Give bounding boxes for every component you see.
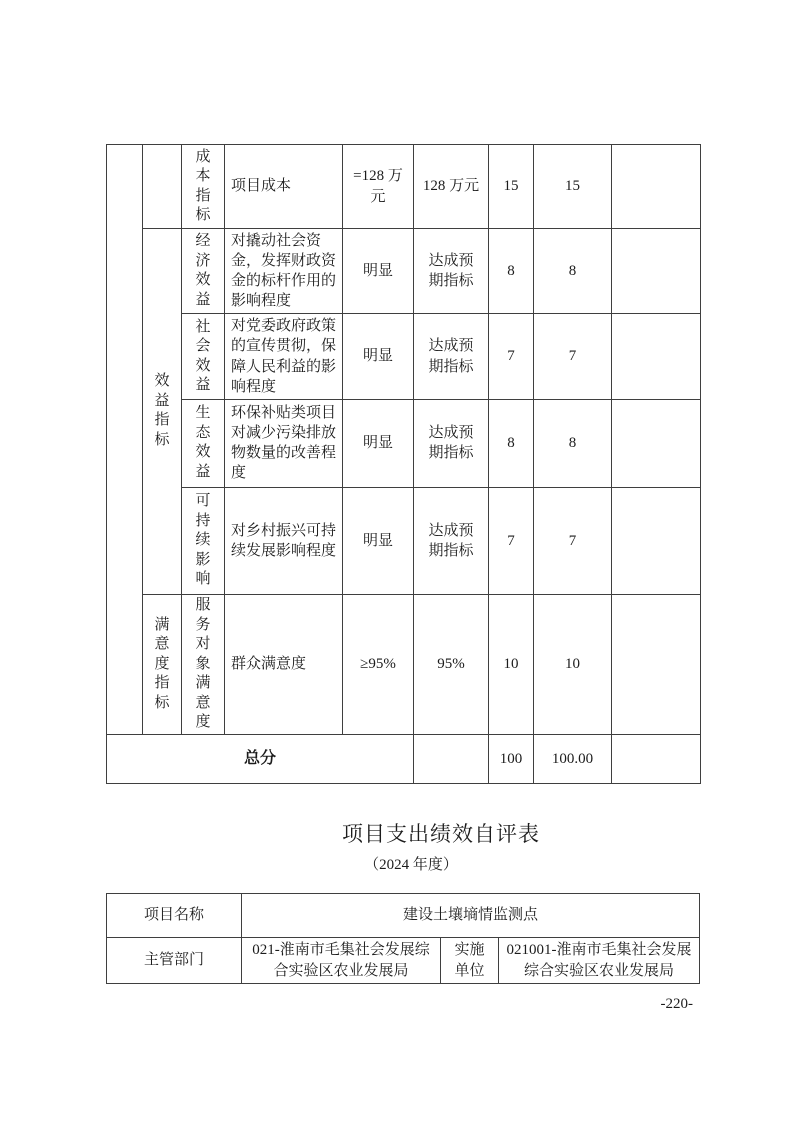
subgroup-cell: 经济效益 [182, 229, 225, 314]
subgroup-cell: 成本指标 [182, 145, 225, 229]
points-cell: 7 [489, 314, 534, 399]
score-cell: 10 [534, 594, 612, 734]
section-subtitle: （2024 年度） [364, 857, 458, 873]
table-row-total [107, 734, 701, 783]
group-cell-empty [143, 145, 182, 229]
page-number: -220- [660, 996, 693, 1012]
subgroup-cell: 社会效益 [182, 314, 225, 399]
remark-cell-empty [612, 594, 701, 734]
group-cell-satisfaction: 满意度指标 [143, 594, 182, 734]
actual-value-cell: 达成预期指标 [414, 314, 489, 399]
actual-value-cell: 达成预期指标 [414, 487, 489, 594]
outer-continued-cell [107, 145, 143, 735]
subgroup-cell: 可持续影响 [182, 487, 225, 594]
score-cell: 7 [534, 314, 612, 399]
actual-value-cell: 95% [414, 594, 489, 734]
dept-value-cell: 021-淮南市毛集社会发展综合实验区农业发展局 [242, 938, 441, 984]
points-cell: 8 [489, 399, 534, 487]
unit-value-cell: 021001-淮南市毛集社会发展综合实验区农业发展局 [499, 938, 700, 984]
project-name-value-cell: 建设土壤墒情监测点 [242, 894, 700, 938]
table-row-project-name [107, 894, 700, 938]
table-row-ecological [107, 399, 701, 487]
score-cell: 15 [534, 145, 612, 229]
unit-label-cell: 实施单位 [441, 938, 499, 984]
total-points-cell: 100 [489, 734, 534, 783]
total-actual-cell-empty [414, 734, 489, 783]
table-row-sustainable [107, 487, 701, 594]
target-value-cell: 明显 [343, 229, 414, 314]
actual-value-cell: 达成预期指标 [414, 229, 489, 314]
target-value-cell: =128 万元 [343, 145, 414, 229]
score-cell: 7 [534, 487, 612, 594]
remark-cell-empty [612, 145, 701, 229]
indicator-name-cell: 对撬动社会资金，发挥财政资金的标杆作用的影响程度 [225, 229, 343, 314]
indicator-name-cell: 环保补贴类项目对减少污染排放物数量的改善程度 [225, 399, 343, 487]
points-cell: 10 [489, 594, 534, 734]
group-cell-benefit: 效益指标 [143, 229, 182, 595]
actual-value-cell: 达成预期指标 [414, 399, 489, 487]
target-value-cell: 明显 [343, 399, 414, 487]
subgroup-cell: 服务对象满意度 [182, 594, 225, 734]
remark-cell-empty [612, 399, 701, 487]
points-cell: 7 [489, 487, 534, 594]
indicator-name-cell: 对乡村振兴可持续发展影响程度 [225, 487, 343, 594]
indicator-name-cell: 对党委政府政策的宣传贯彻，保障人民利益的影响程度 [225, 314, 343, 399]
remark-cell-empty [612, 734, 701, 783]
total-score-cell: 100.00 [534, 734, 612, 783]
points-cell: 15 [489, 145, 534, 229]
remark-cell-empty [612, 487, 701, 594]
table-row-cost [107, 145, 701, 229]
subgroup-cell: 生态效益 [182, 399, 225, 487]
indicator-name-cell: 群众满意度 [225, 594, 343, 734]
table-row-satisfaction [107, 594, 701, 734]
project-name-label-cell: 项目名称 [107, 894, 242, 938]
remark-cell-empty [612, 314, 701, 399]
project-info-table [106, 893, 700, 984]
section-title: 项目支出绩效自评表 [342, 822, 540, 846]
score-cell: 8 [534, 399, 612, 487]
table-row-departments [107, 938, 700, 984]
actual-value-cell: 128 万元 [414, 145, 489, 229]
points-cell: 8 [489, 229, 534, 314]
remark-cell-empty [612, 229, 701, 314]
table-row-social [107, 314, 701, 399]
score-cell: 8 [534, 229, 612, 314]
target-value-cell: ≥95% [343, 594, 414, 734]
table-row-economic [107, 229, 701, 314]
target-value-cell: 明显 [343, 314, 414, 399]
total-label-cell: 总分 [107, 734, 414, 783]
indicator-score-table [106, 144, 701, 784]
indicator-name-cell: 项目成本 [225, 145, 343, 229]
target-value-cell: 明显 [343, 487, 414, 594]
dept-label-cell: 主管部门 [107, 938, 242, 984]
